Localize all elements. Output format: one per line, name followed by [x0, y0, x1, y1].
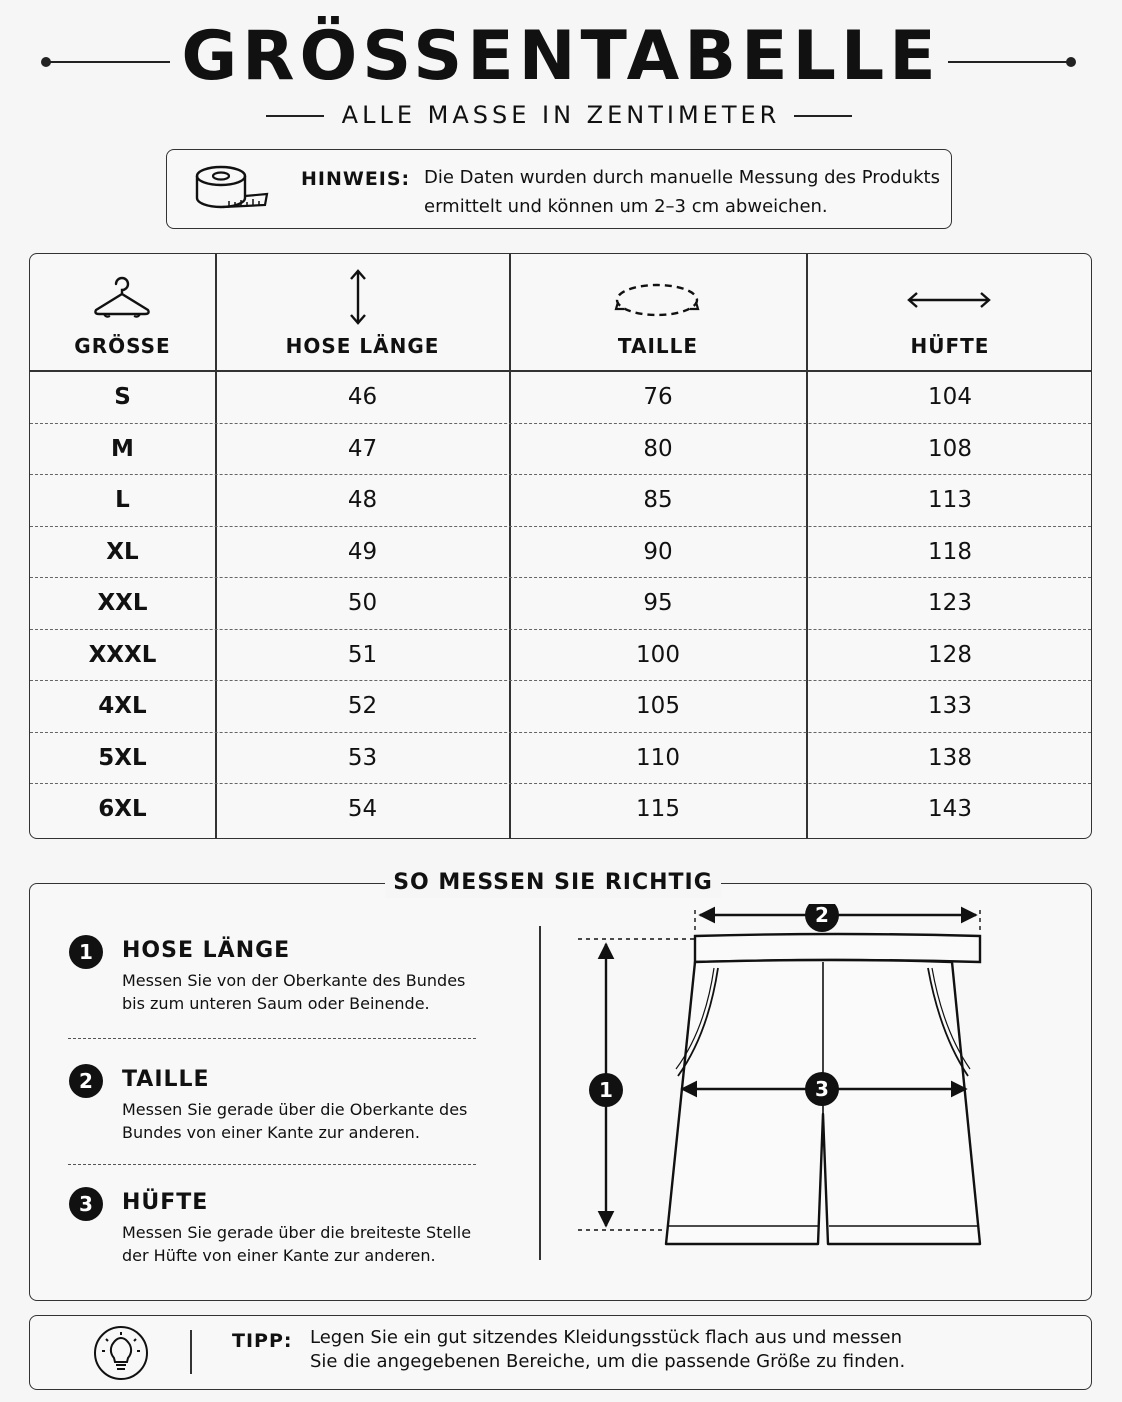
cell-hip: 143	[928, 796, 972, 822]
cell-size: 4XL	[98, 693, 147, 719]
tip-text	[310, 1326, 1050, 1374]
tip-label: TIPP:	[232, 1330, 293, 1352]
step-separator	[68, 1038, 476, 1039]
cell-size: XXXL	[88, 641, 157, 668]
page-title: GRÖSSENTABELLE	[181, 17, 941, 96]
cell-size: M	[111, 435, 134, 462]
shorts-waistband	[695, 934, 980, 962]
cell-waist: 76	[643, 384, 673, 410]
cell-waist: 110	[636, 744, 680, 771]
cell-length: 47	[347, 435, 378, 462]
diagram-label-length: 1	[599, 1078, 613, 1102]
step-text-line: Messen Sie von der Oberkante des Bundes	[122, 971, 466, 990]
cell-hip: 133	[928, 693, 972, 719]
cell-waist: 95	[643, 590, 673, 616]
size-table	[29, 253, 1092, 839]
cell-length: 50	[347, 590, 378, 616]
tip-box	[29, 1315, 1092, 1390]
cell-waist: 80	[643, 435, 673, 462]
cell-length: 51	[347, 641, 378, 668]
step-title-hip: HÜFTE	[122, 1190, 209, 1215]
step-title-length: HOSE LÄNGE	[122, 938, 291, 963]
step-text-line: Messen Sie gerade über die Oberkante des	[122, 1100, 468, 1119]
horizontal-arrow-icon	[906, 290, 992, 310]
cell-waist: 85	[643, 487, 673, 513]
tip-line-2: Sie die angegebenen Bereiche, um die passende Größe zu finden.	[310, 1351, 906, 1372]
cell-hip: 108	[928, 435, 972, 462]
step-text-line: Bundes von einer Kante zur anderen.	[122, 1123, 420, 1142]
step-number-3: 3	[69, 1187, 103, 1221]
step-text-line: bis zum unteren Saum oder Beinende.	[122, 994, 430, 1013]
step-number-1: 1	[69, 935, 103, 969]
note-text	[424, 163, 944, 221]
cell-size: XXL	[97, 590, 148, 616]
cell-hip: 118	[928, 538, 972, 565]
measure-title: SO MESSEN SIE RICHTIG	[393, 870, 713, 895]
cell-size: 6XL	[98, 796, 147, 822]
note-box	[166, 149, 952, 229]
header-waist: TAILLE	[617, 334, 699, 358]
cell-length: 46	[347, 384, 378, 410]
header-hip: HÜFTE	[910, 334, 990, 358]
note-line-1: Die Daten wurden durch manuelle Messung des Produkts	[424, 167, 940, 188]
diagram-label-waist: 2	[815, 904, 829, 927]
cell-hip: 138	[928, 744, 972, 771]
measuring-tape-icon	[193, 162, 273, 216]
header-right-line	[948, 61, 1072, 63]
step-text-line: der Hüfte von einer Kante zur anderen.	[122, 1246, 436, 1265]
cell-hip: 113	[928, 487, 972, 513]
cell-size: 5XL	[98, 744, 147, 771]
cell-length: 48	[347, 487, 378, 513]
tip-line-1: Legen Sie ein gut sitzendes Kleidungsstück flach aus und messen	[310, 1327, 902, 1348]
header-size: GRÖSSE	[74, 334, 171, 358]
note-label: HINWEIS:	[301, 168, 411, 190]
step-text-hip	[122, 1221, 492, 1267]
cell-hip: 123	[928, 590, 972, 616]
step-separator	[68, 1164, 476, 1165]
cell-waist: 90	[643, 538, 673, 565]
cell-waist: 100	[636, 641, 680, 668]
cell-hip: 128	[928, 641, 972, 668]
diagram-label-hip: 3	[815, 1077, 829, 1101]
cell-size: XL	[106, 538, 139, 565]
header-length: HOSE LÄNGE	[285, 334, 440, 358]
cell-waist: 105	[636, 693, 680, 719]
step-text-length	[122, 969, 492, 1015]
lightbulb-icon	[92, 1325, 150, 1381]
note-line-2: ermittelt und können um 2–3 cm abweichen.	[424, 196, 828, 217]
section-divider	[539, 926, 541, 1260]
hanger-icon	[92, 274, 152, 320]
shorts-diagram	[550, 904, 1030, 1284]
cell-length: 52	[347, 693, 378, 719]
step-text-waist	[122, 1098, 492, 1144]
cell-length: 54	[347, 796, 378, 822]
subtitle-right-line	[794, 115, 852, 117]
cell-length: 49	[347, 538, 378, 565]
waist-loop-icon	[612, 278, 702, 322]
page-subtitle: ALLE MASSE IN ZENTIMETER	[341, 101, 781, 129]
cell-hip: 104	[928, 384, 972, 410]
cell-length: 53	[347, 744, 378, 771]
cell-size: L	[115, 487, 130, 513]
cell-waist: 115	[636, 796, 680, 822]
cell-size: S	[114, 384, 131, 410]
step-text-line: Messen Sie gerade über die breiteste Stelle	[122, 1223, 472, 1242]
vertical-arrow-icon	[347, 268, 369, 326]
step-title-waist: TAILLE	[122, 1067, 210, 1092]
step-number-2: 2	[69, 1064, 103, 1098]
header-right-dot	[1066, 57, 1076, 67]
measure-title-wrap	[385, 868, 721, 898]
measure-section	[29, 883, 1092, 1301]
tip-divider	[190, 1330, 192, 1374]
